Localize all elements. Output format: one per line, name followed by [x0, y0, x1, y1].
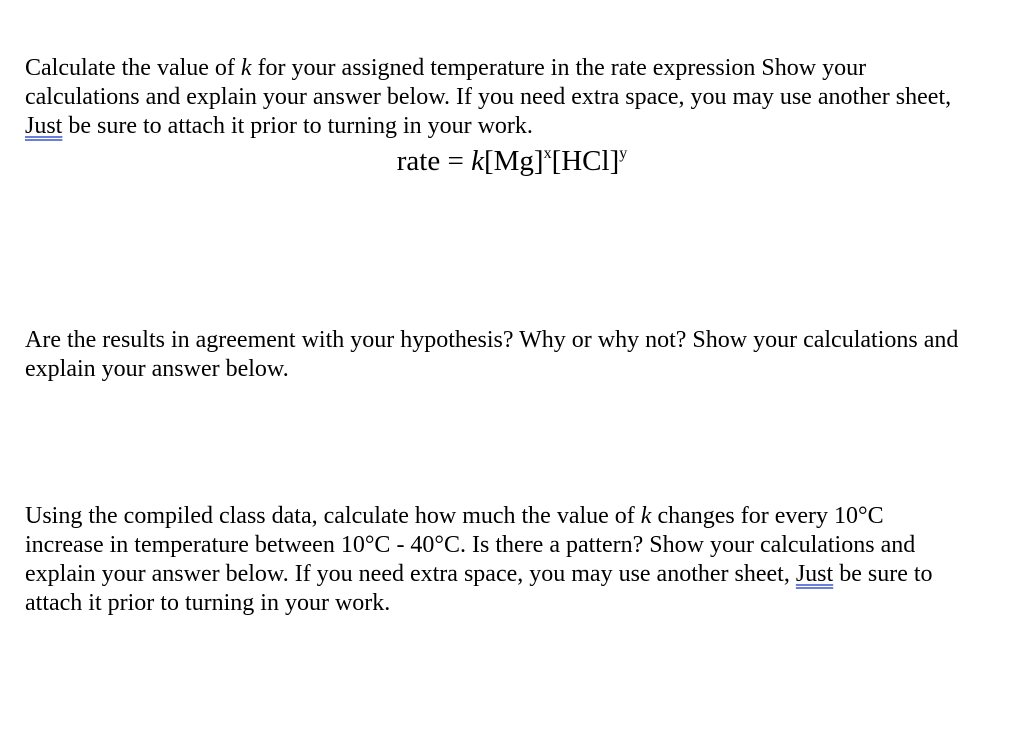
question-3-line-3 [25, 560, 1020, 589]
question-3-text-d: be sure to [833, 561, 933, 587]
question-2-paragraph [25, 326, 1020, 384]
spellcheck-flagged-word: Just [795, 561, 834, 587]
question-3-line-1 [25, 502, 1020, 531]
question-3-paragraph [25, 502, 1020, 618]
equation-exponent-x: x [543, 145, 552, 162]
question-2-line-1: Are the results in agreement with your hypothesis? Why or why not? Show your calculations and [25, 327, 959, 353]
rate-equation [0, 144, 1024, 178]
equation-k: k [471, 145, 484, 177]
question-3-line-2: increase in temperature between 10°C - 40°C. Is there a pattern? Show your calculations and [25, 532, 916, 558]
question-1-line-1 [25, 54, 1020, 83]
question-3-text-c: explain your answer below. If you need extra space, you may use another sheet, [25, 561, 796, 587]
equation-mg: [Mg] [483, 145, 544, 177]
question-1-text-b: for your assigned temperature in the rate expression Show your [251, 55, 867, 81]
k-variable: k [640, 503, 652, 529]
equation-lhs: rate = [396, 145, 472, 177]
k-variable: k [240, 55, 252, 81]
question-1-text-a: Calculate the value of [25, 55, 241, 81]
question-1-line-3 [25, 112, 1020, 141]
question-3-text-a: Using the compiled class data, calculate how much the value of [25, 503, 641, 529]
question-3-line-4: attach it prior to turning in your work. [25, 590, 391, 616]
question-2-line-2: explain your answer below. [25, 356, 289, 382]
equation-exponent-y: y [619, 145, 628, 162]
question-1-text-c: be sure to attach it prior to turning in your work. [62, 113, 533, 139]
question-1-paragraph [25, 54, 1020, 141]
question-3-text-b: changes for every 10°C [651, 503, 884, 529]
spellcheck-flagged-word: Just [25, 113, 63, 139]
equation-hcl: [HCl] [551, 145, 620, 177]
question-1-line-2: calculations and explain your answer below. If you need extra space, you may use another sheet, [25, 84, 952, 110]
